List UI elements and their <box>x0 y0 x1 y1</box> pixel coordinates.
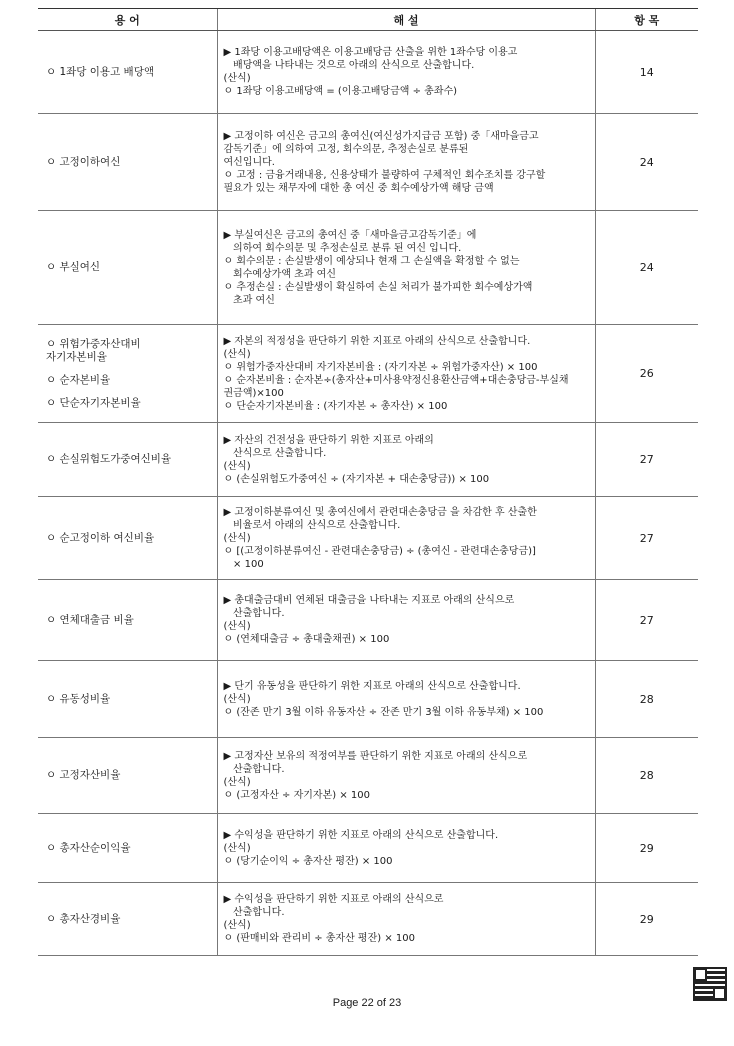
term-label: ㅇ 단순자기자본비율 <box>46 396 141 409</box>
explanation-line: 산출합니다. <box>223 608 285 619</box>
item-number: 27 <box>595 497 698 580</box>
explanation-cell <box>217 211 595 325</box>
explanation-line: (산식) <box>223 348 251 360</box>
glossary-table <box>38 8 698 956</box>
term-cell <box>38 31 217 114</box>
explanation-line: 산출합니다. <box>223 763 285 775</box>
term-label: ㅇ 총자산순이익율 <box>46 841 131 854</box>
term-label: ㅇ 연체대출금 비율 <box>46 613 134 626</box>
explanation-cell <box>217 738 595 814</box>
item-number: 24 <box>595 114 698 211</box>
explanation-line: ㅇ (판매비와 관리비 ÷ 총자산 평잔) × 100 <box>223 933 415 944</box>
explanation-line: ▶ 고정이하 여신은 금고의 총여신(여신성가지급금 포함) 중「새마을금고 <box>223 130 539 142</box>
explanation-line: ▶ 수익성을 판단하기 위한 지표로 아래의 산식으로 산출합니다. <box>223 829 499 841</box>
term-label: ㅇ 순고정이하 여신비율 <box>46 531 155 544</box>
explanation-line: ㅇ (손실위험도가중여신 ÷ (자기자본 + 대손충당금)) × 100 <box>223 473 490 485</box>
table-body <box>38 31 698 956</box>
term-cell <box>38 883 217 956</box>
explanation-cell <box>217 423 595 497</box>
explanation-line: 의하여 회수의문 및 추정손실로 분류 된 여신 입니다. <box>223 242 462 254</box>
table-row <box>38 114 698 211</box>
table-row <box>38 738 698 814</box>
explanation-line: × 100 <box>223 558 264 570</box>
explanation-line: ㅇ (연체대출금 ÷ 총대출채권) × 100 <box>223 634 390 645</box>
table-row <box>38 325 698 423</box>
table-row <box>38 211 698 325</box>
explanation-line: 산식으로 산출합니다. <box>223 447 327 459</box>
term-label: ㅇ 총자산경비율 <box>46 912 121 925</box>
explanation-line: ㅇ 순자본비율 : 순자본÷(총자산+미사용약정신용환산금액+대손충당금-부실채 <box>223 374 569 386</box>
table-row <box>38 497 698 580</box>
explanation-line: ▶ 자본의 적정성을 판단하기 위한 지표로 아래의 산식으로 산출합니다. <box>223 335 531 347</box>
term-cell <box>38 580 217 661</box>
explanation-line: (산식) <box>223 460 251 472</box>
table-row <box>38 580 698 661</box>
explanation-line: ▶ 수익성을 판단하기 위한 지표로 아래의 산식으로 <box>223 894 444 905</box>
explanation-line: 비율로서 아래의 산식으로 산출합니다. <box>223 519 401 531</box>
explanation-line: (산식) <box>223 532 251 544</box>
glossary-sheet <box>38 8 698 956</box>
explanation-line: ㅇ [(고정이하분류여신 - 관련대손충당금) ÷ (총여신 - 관련대손충당금)] <box>223 545 536 557</box>
term-cell <box>38 423 217 497</box>
explanation-cell <box>217 497 595 580</box>
term-label: ㅇ 위험가중자산대비 <box>46 337 141 350</box>
explanation-line: ㅇ 위험가중자산대비 자기자본비율 : (자기자본 ÷ 위험가중자산) × 100 <box>223 361 538 373</box>
explanation-line: ㅇ (당기순이익 ÷ 총자산 평잔) × 100 <box>223 855 393 867</box>
explanation-line: ㅇ 1좌당 이용고배당액 = (이용고배당금액 ÷ 총좌수) <box>223 86 458 97</box>
item-number: 24 <box>595 211 698 325</box>
term-label: ㅇ 부실여신 <box>46 261 101 273</box>
item-number: 29 <box>595 814 698 883</box>
explanation-line: 여신입니다. <box>223 156 275 168</box>
header-item: 항 목 <box>595 9 698 31</box>
term-cell <box>38 814 217 883</box>
header-explanation: 해 설 <box>217 9 595 31</box>
explanation-cell <box>217 580 595 661</box>
table-header-row <box>38 9 698 31</box>
table-row <box>38 661 698 738</box>
explanation-line: 산출합니다. <box>223 907 285 918</box>
explanation-line: (산식) <box>223 73 251 84</box>
term-label: ㅇ 1좌당 이용고 배당액 <box>46 65 154 78</box>
explanation-line: ▶ 총대출금대비 연체된 대출금을 나타내는 지표로 아래의 산식으로 <box>223 595 515 606</box>
item-number: 28 <box>595 661 698 738</box>
explanation-line: 회수예상가액 초과 여신 <box>223 268 337 280</box>
header-term: 용 어 <box>38 9 217 31</box>
term-cell <box>38 661 217 738</box>
explanation-line: (산식) <box>223 693 251 705</box>
explanation-cell <box>217 114 595 211</box>
explanation-line: 감독기준」에 의하여 고정, 회수의문, 추정손실로 분류된 <box>223 143 469 155</box>
term-cell <box>38 211 217 325</box>
term-cell <box>38 114 217 211</box>
table-row <box>38 814 698 883</box>
explanation-line: 필요가 있는 채무자에 대한 총 여신 중 회수예상가액 해당 금액 <box>223 182 494 194</box>
explanation-line: ㅇ (고정자산 ÷ 자기자본) × 100 <box>223 789 370 801</box>
page-footer: Page 22 of 23 <box>332 997 402 1009</box>
explanation-line: ▶ 1좌당 이용고배당액은 이용고배당금 산출을 위한 1좌수당 이용고 <box>223 47 518 58</box>
item-number: 29 <box>595 883 698 956</box>
term-label: 자기자본비율 <box>46 350 107 363</box>
explanation-line: ㅇ (잔존 만기 3월 이하 유동자산 ÷ 잔존 만기 3월 이하 유동부채) × 100 <box>223 706 544 718</box>
term-label: ㅇ 고정자산비율 <box>46 769 121 781</box>
item-number: 26 <box>595 325 698 423</box>
explanation-line: ㅇ 추정손실 : 손실발생이 확실하여 손실 처리가 불가피한 회수예상가액 <box>223 281 533 293</box>
item-number: 28 <box>595 738 698 814</box>
explanation-line: ▶ 자산의 건전성을 판단하기 위한 지표로 아래의 <box>223 434 434 446</box>
explanation-line: 권금액)×100 <box>223 387 284 399</box>
term-cell <box>38 738 217 814</box>
explanation-cell <box>217 325 595 423</box>
explanation-line: ▶ 고정자산 보유의 적정여부를 판단하기 위한 지표로 아래의 산식으로 <box>223 750 528 762</box>
explanation-line: ㅇ 고정 : 금융거래내용, 신용상태가 불량하여 구체적인 회수조치를 강구할 <box>223 169 546 181</box>
explanation-line: ▶ 단기 유동성을 판단하기 위한 지표로 아래의 산식으로 산출합니다. <box>223 680 521 692</box>
item-number: 27 <box>595 423 698 497</box>
explanation-line: (산식) <box>223 621 251 632</box>
explanation-cell <box>217 661 595 738</box>
explanation-cell <box>217 883 595 956</box>
qr-code <box>693 967 727 1001</box>
explanation-cell <box>217 814 595 883</box>
term-label: ㅇ 고정이하여신 <box>46 155 121 168</box>
item-number: 14 <box>595 31 698 114</box>
explanation-line: (산식) <box>223 920 251 931</box>
explanation-line: (산식) <box>223 842 251 854</box>
explanation-line: ▶ 고정이하분류여신 및 총여신에서 관련대손충당금 을 차감한 후 산출한 <box>223 506 537 518</box>
term-cell <box>38 325 217 423</box>
explanation-line: 배당액을 나타내는 것으로 아래의 산식으로 산출합니다. <box>223 60 475 71</box>
explanation-line: ㅇ 회수의문 : 손실발생이 예상되나 현재 그 손실액을 확정할 수 없는 <box>223 255 520 267</box>
explanation-line: ㅇ 단순자기자본비율 : (자기자본 ÷ 총자산) × 100 <box>223 400 448 412</box>
table-row <box>38 31 698 114</box>
explanation-line: ▶ 부실여신은 금고의 총여신 중「새마을금고감독기준」에 <box>223 229 477 241</box>
term-cell <box>38 497 217 580</box>
item-number: 27 <box>595 580 698 661</box>
explanation-cell <box>217 31 595 114</box>
term-label: ㅇ 순자본비율 <box>46 373 111 386</box>
explanation-line: 초과 여신 <box>223 294 275 306</box>
table-row <box>38 423 698 497</box>
table-row <box>38 883 698 956</box>
explanation-line: (산식) <box>223 776 251 788</box>
term-label: ㅇ 손실위험도가중여신비율 <box>46 453 172 465</box>
term-label: ㅇ 유동성비율 <box>46 692 111 705</box>
